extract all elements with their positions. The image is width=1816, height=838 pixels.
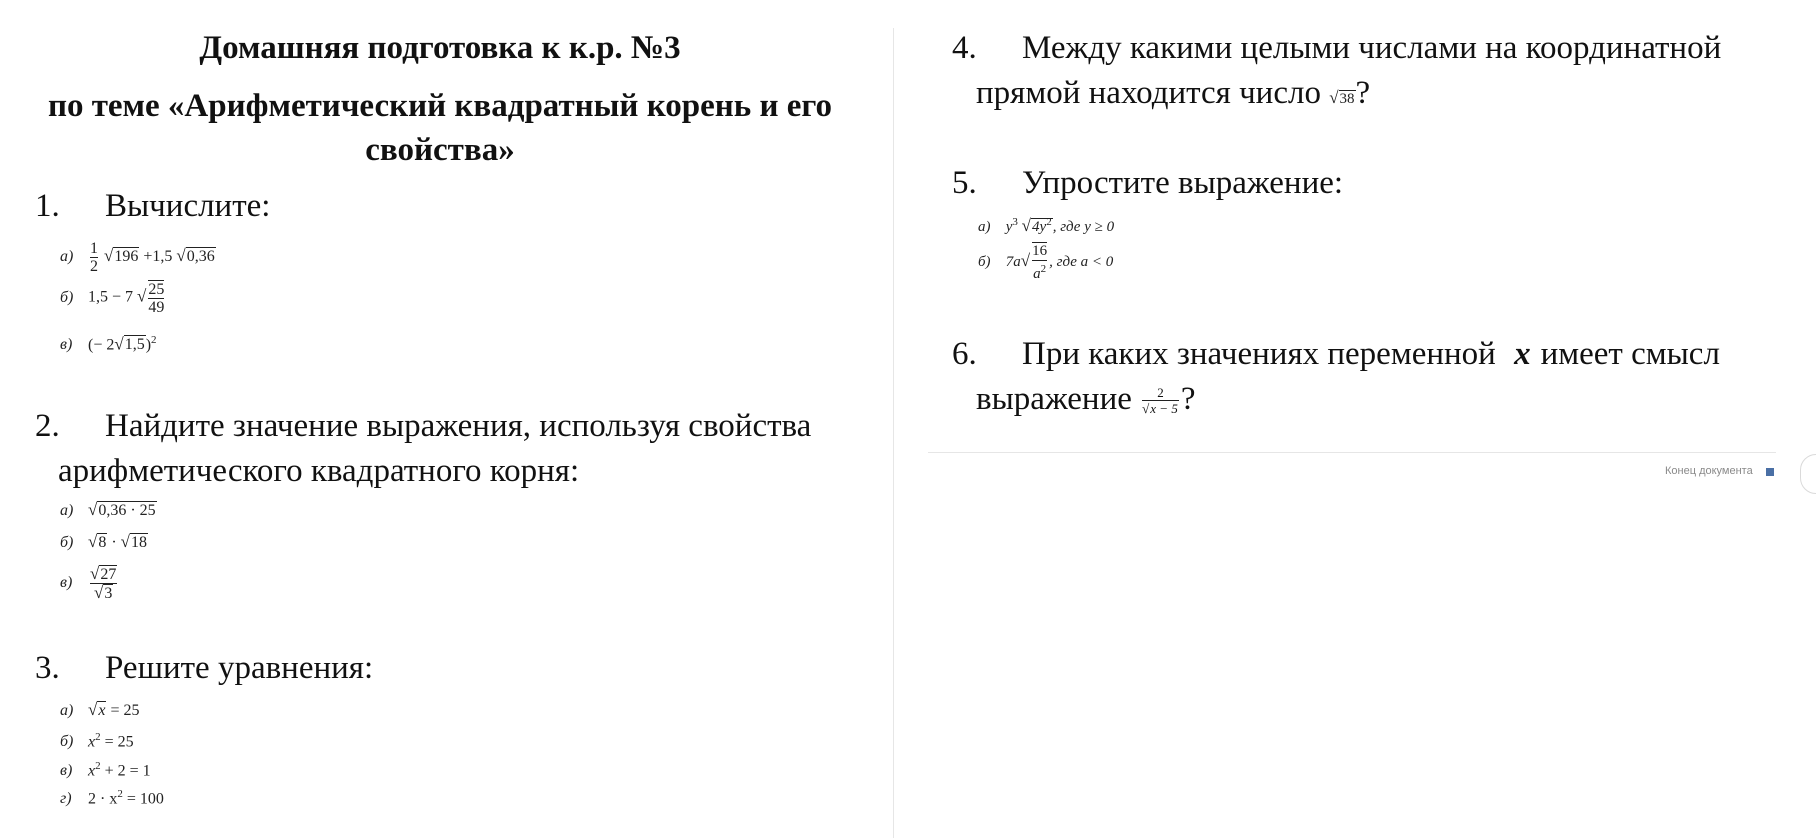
formula-1b (60, 280, 166, 316)
task-1 (35, 184, 270, 228)
frac-num: 16 (1032, 243, 1048, 259)
formula-1a (60, 240, 216, 275)
sqrt-sign: √ (1329, 88, 1339, 107)
exponent: 2 (151, 334, 157, 346)
formula-5b (978, 242, 1113, 283)
radicand: 3 (104, 585, 113, 602)
end-of-document-line (928, 452, 1776, 453)
sqrt-sign: √ (1021, 216, 1032, 235)
item-label: б) (60, 534, 74, 551)
sqrt-sign: √ (120, 532, 131, 551)
item-label: а) (60, 502, 74, 519)
exponent: 2 (117, 788, 123, 800)
radicand: 1,5 (124, 336, 145, 354)
radicand: 38 (1339, 91, 1355, 107)
question-mark: ? (1180, 381, 1196, 417)
exponent: 2 (95, 731, 101, 743)
item-label: б) (978, 253, 991, 270)
expression: 1,5 − 7 (88, 288, 134, 306)
condition: , где a < 0 (1049, 253, 1114, 270)
item-label: г) (60, 790, 72, 808)
sqrt-sign: √ (94, 583, 104, 602)
operator: +1,5 (143, 248, 173, 266)
task-number: 3. (35, 650, 60, 686)
formula-2a (60, 500, 157, 521)
task-text: прямой находится число (976, 75, 1321, 111)
right-column (928, 0, 1788, 838)
sqrt-sign: √ (90, 564, 100, 583)
task-text-2: имеет смысл (1540, 336, 1720, 372)
task-number: 4. (952, 30, 977, 66)
radicand: x (98, 702, 106, 719)
task-number: 2. (35, 408, 60, 444)
sqrt-sign: √ (1142, 400, 1150, 416)
variable: x (88, 733, 96, 751)
sqrt-sign: √ (88, 500, 98, 519)
task-2-continuation: арифметического квадратного корня: (58, 453, 580, 489)
rhs: = 25 (104, 733, 134, 751)
task-number: 6. (952, 336, 977, 372)
frac-num: 25 (148, 281, 165, 298)
scroll-handle[interactable] (1800, 454, 1816, 494)
exponent: 2 (95, 760, 101, 772)
task-number: 5. (952, 165, 977, 201)
radicand: 196 (114, 248, 139, 266)
formula-2b (60, 532, 148, 553)
task-5 (952, 161, 1343, 205)
item-label: а) (60, 248, 74, 266)
item-label: б) (60, 288, 74, 306)
sqrt-sign: √ (88, 532, 98, 551)
formula-3c (60, 756, 151, 781)
sqrt-sign: √ (114, 334, 124, 354)
expression: 7a (1005, 253, 1021, 270)
exponent: 2 (1040, 263, 1047, 275)
task-text: Решите уравнения: (105, 650, 374, 686)
left-column (0, 0, 880, 838)
condition: , где y ≥ 0 (1052, 219, 1115, 235)
radicand: 27 (100, 566, 117, 583)
item-label: а) (60, 702, 74, 719)
column-divider (893, 28, 894, 838)
task-text: Вычислите: (105, 188, 271, 224)
frac-den: a (1033, 266, 1041, 282)
task-text: выражение (976, 381, 1132, 417)
formula-1c (60, 330, 157, 355)
formula-2c (60, 565, 119, 602)
variable-x: x (1514, 336, 1531, 372)
formula-4 (1329, 88, 1355, 107)
variable: y (1005, 219, 1013, 235)
task-2 (35, 404, 811, 448)
radicand: 4y (1032, 219, 1047, 235)
sqrt-sign: √ (176, 246, 186, 266)
item-label: в) (60, 762, 73, 780)
task-text: Найдите значение выражения, используя свойства (105, 408, 812, 444)
task-4 (952, 26, 1721, 70)
frac-den: 49 (148, 299, 165, 316)
sqrt-sign: √ (1020, 250, 1031, 270)
task-6 (952, 332, 1720, 376)
operator: · (111, 534, 117, 551)
task-text: При каких значениях переменной (1022, 336, 1496, 372)
frac-num: 2 (1157, 384, 1164, 400)
radicand: 8 (98, 534, 107, 551)
item-label: б) (60, 733, 74, 751)
expression: 2 · x (88, 790, 118, 808)
item-label: в) (60, 574, 73, 592)
formula-6 (1142, 386, 1179, 417)
item-label: в) (60, 336, 73, 354)
frac-num: 1 (90, 240, 98, 257)
title-line-1: Домашняя подготовка к к.р. №3 (199, 30, 681, 66)
rhs: = 100 (126, 790, 164, 808)
sqrt-sign: √ (88, 700, 98, 719)
title-line-3: свойства» (365, 132, 515, 168)
expression: (− 2 (88, 336, 115, 354)
formula-3a (60, 700, 139, 721)
sqrt-sign: √ (104, 246, 114, 266)
rhs: + 2 = 1 (104, 762, 151, 780)
task-number: 1. (35, 188, 60, 224)
radicand: x − 5 (1150, 400, 1178, 416)
task-6-continuation (976, 377, 1195, 421)
radicand: 18 (131, 534, 148, 551)
task-text: Между какими целыми числами на координатной (1022, 30, 1722, 66)
end-of-document-label: Конец документа (1665, 465, 1753, 477)
question-mark: ? (1355, 75, 1371, 111)
formula-5a (978, 212, 1114, 237)
task-text: Упростите выражение: (1022, 165, 1344, 201)
radicand: 0,36 (186, 248, 215, 266)
rhs: = 25 (110, 702, 140, 719)
task-3 (35, 646, 373, 690)
formula-3b (60, 727, 134, 752)
exponent: 3 (1012, 216, 1018, 228)
frac-den: 2 (90, 258, 98, 275)
radicand: 0,36 · 25 (98, 502, 156, 519)
exponent: 2 (1046, 216, 1052, 228)
title-line-2: по теме «Арифметический квадратный корень и его (47, 88, 833, 124)
formula-3d (60, 784, 164, 809)
sqrt-sign: √ (137, 286, 147, 306)
task-4-continuation (976, 71, 1370, 115)
variable: x (88, 762, 96, 780)
end-marker-icon (1766, 468, 1774, 476)
expression: ) (145, 336, 152, 354)
item-label: а) (978, 219, 991, 235)
